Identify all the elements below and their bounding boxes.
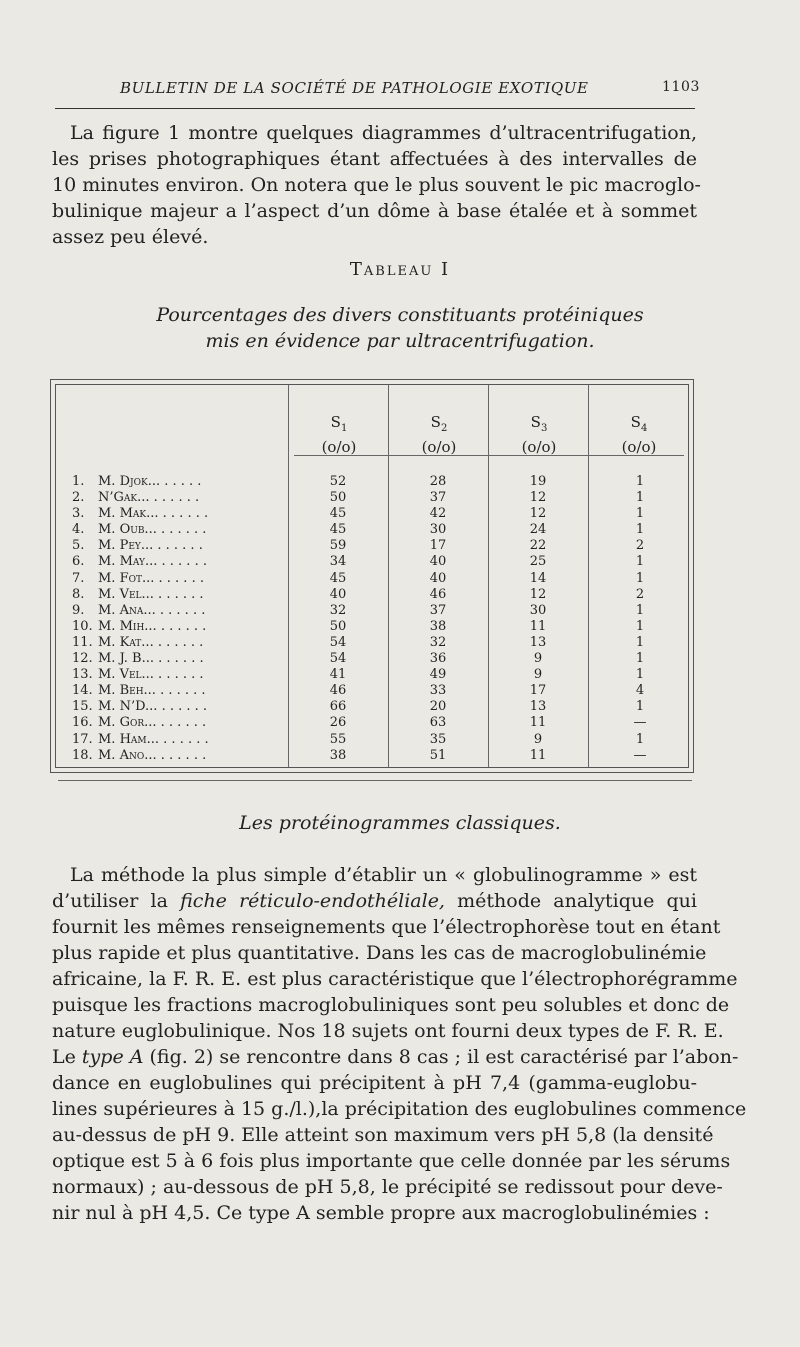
text-run: dance en euglobulines qui précipitent à pH 7,4 (gamma-euglobu- [52, 1072, 697, 1094]
table-row-name [72, 506, 292, 522]
table-cell-s1: 32 [329, 602, 347, 618]
table-row-name [72, 635, 292, 651]
row-number: 12. [72, 651, 93, 667]
table-row-name [72, 619, 292, 635]
text-line [52, 888, 697, 914]
table-cell-s2: 37 [429, 602, 447, 618]
row-number: 8. [72, 586, 85, 602]
table-cell-s4: — [633, 715, 647, 731]
text-line: les prises photographiques étant affectuées à des intervalles de [52, 148, 697, 170]
patient-name: M. Kat... [98, 634, 154, 650]
leader-dots: . . . . . . [159, 731, 209, 747]
table-row-name [72, 587, 292, 603]
patient-name: M. Djok... [98, 474, 161, 489]
patient-name: M. Ano... [98, 747, 157, 763]
row-number: 16. [72, 715, 93, 731]
patient-name: M. Vel... [98, 586, 154, 602]
table-row-name [72, 683, 292, 699]
leader-dots: . . . . . . [157, 554, 207, 570]
patient-name: M. J. B... [98, 651, 154, 667]
patient-name: N’Gak... [98, 490, 150, 506]
row-number: 13. [72, 667, 93, 683]
leader-dots: . . . . . . [157, 699, 208, 715]
text-line [52, 1200, 710, 1226]
table-cell-s1: 50 [329, 618, 347, 634]
column-header-s2: $S_2$ (o/o) [421, 413, 457, 456]
column-header-s3: $S_3$ (o/o) [521, 413, 557, 456]
table-cell-s3: 11 [529, 747, 547, 763]
table-cell-s2: 32 [429, 634, 447, 650]
table-cell-s4: 1 [635, 602, 645, 618]
column-header-s1: $S_1$ (o/o) [321, 413, 357, 456]
patient-name: M. Vel... [98, 667, 154, 683]
table-row-name [72, 554, 292, 570]
patient-name: M. Mak... [98, 506, 159, 522]
table-cell-s2: 17 [429, 538, 447, 554]
table-cell-s4: 4 [635, 683, 645, 699]
leader-dots: . . . . . . [153, 634, 204, 650]
table-cell-s3: 13 [529, 699, 547, 715]
text-run: nir nul à pH 4,5. Ce type A semble propre aux macroglobulinémies : [52, 1202, 710, 1224]
table-cell-s2: 40 [429, 570, 447, 586]
text-line [52, 1070, 697, 1096]
table-cell-s1: 41 [329, 667, 347, 683]
row-number: 17. [72, 731, 93, 747]
table-cell-s4: 1 [635, 554, 645, 570]
text-run: nature euglobulinique. Nos 18 sujets ont fourni deux types de F. R. E. [52, 1020, 724, 1042]
table-cell-s2: 49 [429, 667, 447, 683]
table-row-name [72, 490, 292, 506]
table-cell-s1: 45 [329, 522, 347, 538]
table-cell-s3: 24 [529, 522, 547, 538]
data-table [50, 379, 694, 773]
running-title: BULLETIN DE LA SOCIÉTÉ DE PATHOLOGIE EXOTIQUE [120, 79, 589, 97]
leader-dots: . . . . . . [155, 602, 206, 618]
header-rule [55, 108, 695, 109]
text-run: Le [52, 1046, 82, 1068]
leader-dots: . . . . . . [154, 570, 204, 586]
table-cell-s2: 40 [429, 554, 447, 570]
table-cell-s1: 26 [329, 715, 347, 731]
table-cell-s1: 55 [329, 731, 347, 747]
table-cell-s1: 54 [329, 634, 347, 650]
table-cell-s1: 52 [329, 474, 347, 489]
table-cell-s2: 38 [429, 618, 447, 634]
s1-values-column [308, 474, 368, 764]
patient-name: M. Ham... [98, 731, 160, 747]
table-cell-s1: 34 [329, 554, 347, 570]
italic-text: fiche réticulo-endothéliale, [180, 890, 445, 912]
table-caption [0, 302, 800, 354]
s3-values-column [508, 474, 568, 764]
table-row-name [72, 474, 292, 490]
leader-dots: . . . . . . [153, 538, 203, 554]
table-cell-s3: 12 [529, 506, 547, 522]
text-line [52, 862, 697, 888]
table-cell-s2: 42 [429, 506, 447, 522]
caption-line: Pourcentages des divers constituants protéiniques [156, 304, 644, 326]
table-cell-s3: 19 [529, 474, 547, 489]
table-cell-s1: 54 [329, 651, 347, 667]
leader-dots: . . . . . . [156, 522, 207, 538]
text-line [52, 914, 721, 940]
text-line [52, 1122, 714, 1148]
table-cell-s1: 45 [329, 570, 347, 586]
table-cell-s4: 1 [635, 667, 645, 683]
patient-name: M. Pey... [98, 538, 154, 554]
text-line: 10 minutes environ. On notera que le plus souvent le pic macroglo- [52, 174, 701, 196]
table-row-name [72, 603, 292, 619]
italic-text: type A [81, 1046, 144, 1068]
patient-name: M. Gor... [98, 715, 157, 731]
table-cell-s3: 12 [529, 586, 547, 602]
table-cell-s3: 17 [529, 683, 547, 699]
table-cell-s2: 51 [429, 747, 447, 763]
text-line [52, 1174, 723, 1200]
text-line: bulinique majeur a l’aspect d’un dôme à base étalée et à sommet [52, 200, 697, 222]
text-run: normaux) ; au-dessous de pH 5,8, le précipité se redissout pour deve- [52, 1176, 723, 1198]
table-row-name [72, 538, 292, 554]
table-title: Tableau I [349, 259, 451, 280]
table-row-name [72, 699, 292, 715]
table-cell-s2: 33 [429, 683, 447, 699]
table-cell-s4: — [633, 747, 647, 763]
row-number: 7. [72, 570, 85, 586]
table-cell-s4: 1 [635, 634, 645, 650]
table-cell-s2: 46 [429, 586, 447, 602]
table-row-name [72, 571, 292, 587]
text-line [52, 1096, 747, 1122]
s4-values-column [610, 474, 670, 764]
table-cell-s3: 22 [529, 538, 547, 554]
patient-name: M. N’D... [98, 699, 158, 715]
table-cell-s3: 30 [529, 602, 547, 618]
table-cell-s3: 12 [529, 490, 547, 506]
table-cell-s2: 30 [429, 522, 447, 538]
row-number: 9. [72, 602, 85, 618]
row-number: 11. [72, 634, 93, 650]
caption-line: mis en évidence par ultracentrifugation. [205, 330, 595, 352]
leader-dots: . . . . . . [153, 667, 204, 683]
row-number: 14. [72, 683, 93, 699]
text-run: lines supérieures à 15 g./l.),la précipitation des euglobulines commence [52, 1098, 747, 1120]
text-line [52, 1018, 724, 1044]
leader-dots: . . . . . . [149, 490, 200, 506]
table-cell-s1: 46 [329, 683, 347, 699]
table-cell-s3: 9 [533, 667, 543, 683]
patient-name: M. May... [98, 554, 158, 570]
text-run: puisque les fractions macroglobuliniques sont peu solubles et donc de [52, 994, 730, 1016]
row-number: 4. [72, 522, 85, 538]
table-cell-s3: 11 [529, 715, 547, 731]
patient-name: M. Mih... [98, 618, 157, 634]
text-run: (fig. 2) se rencontre dans 8 cas ; il est caractérisé par l’abon- [143, 1046, 739, 1068]
text-run: africaine, la F. R. E. est plus caractéristique que l’électrophorégramme [52, 968, 738, 990]
table-cell-s4: 1 [635, 490, 645, 506]
text-run: plus rapide et plus quantitative. Dans les cas de macroglobulinémie [52, 942, 707, 964]
text-run: optique est 5 à 6 fois plus importante que celle donnée par les sérums [52, 1150, 731, 1172]
table-cell-s1: 45 [329, 506, 347, 522]
row-number: 10. [72, 618, 93, 634]
text-run: au-dessus de pH 9. Elle atteint son maximum vers pH 5,8 (la densité [52, 1124, 714, 1146]
table-cell-s4: 1 [635, 618, 645, 634]
running-header [120, 76, 700, 100]
text-line [52, 1148, 731, 1174]
body-paragraph [52, 862, 747, 1226]
leader-dots: . . . . . . [158, 506, 209, 522]
table-cell-s4: 2 [635, 586, 645, 602]
column-divider [388, 385, 389, 767]
text-run: d’utiliser la [52, 890, 181, 912]
table-cell-s2: 35 [429, 731, 447, 747]
text-line [52, 992, 730, 1018]
column-header-s4: $S_4$ (o/o) [621, 413, 657, 456]
row-number: 3. [72, 506, 85, 522]
table-row-name [72, 732, 292, 748]
table-cell-s2: 37 [429, 490, 447, 506]
table-cell-s4: 1 [635, 651, 645, 667]
table-cell-s4: 1 [635, 474, 645, 489]
column-divider [588, 385, 589, 767]
table-frame [55, 384, 689, 768]
text-line [52, 966, 738, 992]
table-cell-s3: 25 [529, 554, 547, 570]
leader-dots: . . . . . . [154, 651, 204, 667]
table-cell-s3: 13 [529, 634, 547, 650]
intro-paragraph [52, 120, 701, 250]
patient-name: M. Fot... [98, 570, 155, 586]
patient-name: M. Ana... [98, 602, 156, 618]
row-number: 2. [72, 490, 85, 506]
text-run: méthode analytique qui [444, 890, 697, 912]
leader-dots: . . . . . . [156, 618, 207, 634]
table-cell-s3: 11 [529, 618, 547, 634]
table-cell-s1: 40 [329, 586, 347, 602]
table-cell-s4: 1 [635, 731, 645, 747]
leader-dots: . . . . . . [153, 586, 204, 602]
text-line: La figure 1 montre quelques diagrammes d’ultracentrifugation, [70, 122, 697, 144]
table-cell-s4: 2 [635, 538, 645, 554]
table-cell-s4: 1 [635, 699, 645, 715]
page-number: 1103 [661, 79, 700, 95]
patient-name: M. Beh... [98, 683, 156, 699]
row-number: 1. [72, 474, 85, 489]
column-divider [488, 385, 489, 767]
table-cell-s2: 28 [429, 474, 447, 489]
table-cell-s2: 63 [429, 715, 447, 731]
section-title: Les protéinogrammes classiques. [239, 812, 561, 834]
table-cell-s4: 1 [635, 506, 645, 522]
table-row-name [72, 522, 292, 538]
table-cell-s3: 9 [533, 651, 543, 667]
table-row-name [72, 667, 292, 683]
table-cell-s1: 38 [329, 747, 347, 763]
table-cell-s3: 9 [533, 731, 543, 747]
table-row-name [72, 651, 292, 667]
row-number: 5. [72, 538, 85, 554]
table-cell-s4: 1 [635, 570, 645, 586]
table-row-name [72, 715, 292, 731]
leader-dots: . . . . . [160, 474, 202, 489]
patient-name: M. Oub... [98, 522, 157, 538]
s2-values-column [408, 474, 468, 764]
table-cell-s1: 66 [329, 699, 347, 715]
text-line: assez peu élevé. [52, 226, 209, 248]
patient-names-column [72, 474, 292, 764]
table-row-name [72, 748, 292, 764]
table-bottom-rule [58, 780, 692, 781]
table-cell-s1: 59 [329, 538, 347, 554]
row-number: 15. [72, 699, 93, 715]
table-cell-s4: 1 [635, 522, 645, 538]
table-cell-s2: 20 [429, 699, 447, 715]
leader-dots: . . . . . . [156, 747, 207, 763]
leader-dots: . . . . . . [156, 715, 207, 731]
table-cell-s3: 14 [529, 570, 547, 586]
leader-dots: . . . . . . [155, 683, 206, 699]
row-number: 6. [72, 554, 85, 570]
text-line [52, 1044, 739, 1070]
row-number: 18. [72, 747, 93, 763]
text-line [52, 940, 707, 966]
table-cell-s2: 36 [429, 651, 447, 667]
text-run: fournit les mêmes renseignements que l’électrophorèse tout en étant [52, 916, 721, 938]
text-run: La méthode la plus simple d’établir un « globulinogramme » est [70, 864, 697, 886]
table-cell-s1: 50 [329, 490, 347, 506]
